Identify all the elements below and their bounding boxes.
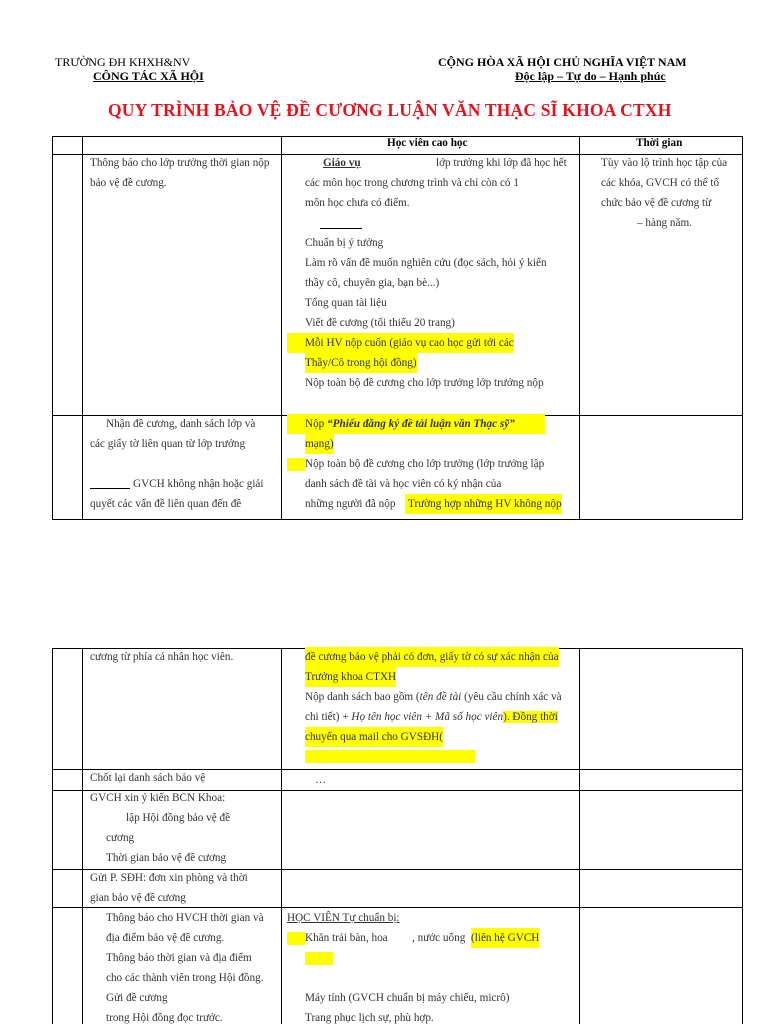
t1r1-c3-line11: Nộp toàn bộ đề cương cho lớp trưởng lớp trưởng nộp	[305, 377, 544, 389]
t2r2-c2: Chốt lại danh sách bảo vệ	[90, 772, 206, 784]
school-name: TRƯỜNG ĐH KHXH&NV	[55, 55, 191, 69]
t1r1-c3-label: Giáo vụ	[323, 157, 361, 169]
t1r2-c3-line5b: Trường hợp những HV không nộp	[405, 494, 562, 514]
t2r1-c3-line3	[305, 687, 562, 707]
highlight-mark	[287, 932, 305, 945]
national-motto: CỘNG HÒA XÃ HỘI CHỦ NGHĨA VIỆT NAM	[438, 55, 687, 69]
t1r1-c3-line8: Viết đề cương (tối thiểu 20 trang)	[305, 317, 455, 329]
t2r3-line3: cương	[106, 832, 135, 844]
t2r5-c2-line1: Thông báo cho HVCH thời gian và	[106, 912, 264, 924]
t2r1-c3-a: Nộp danh sách bao gồm (	[305, 691, 420, 703]
t1r2-c2-line2: các giấy tờ liên quan từ lớp trưởng	[90, 438, 246, 450]
t2r1-c3-b: tên đề tài	[419, 691, 462, 703]
t2r5-c2-line4: cho các thành viên trong Hội đồng.	[106, 972, 264, 984]
t2r1-c3-f: ). Đồng thời	[503, 711, 558, 723]
t2r5-c2-line5: Gửi đề cương	[106, 992, 168, 1004]
t2r5-c3-title: HỌC VIÊN Tự chuẩn bị:	[287, 912, 400, 924]
t1r2-c2-line4: quyết các vấn đề liên quan đến đề	[90, 498, 242, 510]
t2r2-c3: …	[315, 774, 327, 786]
t2r5-c3-line1b: , nước uống	[412, 932, 466, 944]
t2r3-line1: GVCH xin ý kiến BCN Khoa:	[90, 792, 226, 804]
t2r4-line2: gian bảo vệ đề cương	[90, 892, 186, 904]
t1r2-c3-line5: những người đã nộp	[305, 498, 396, 510]
t2r5-c2-line6: trong Hội đồng đọc trước.	[106, 1012, 223, 1024]
t2r1-c3-c: (yêu cầu chính xác và	[461, 691, 562, 703]
t1r1-c3-line3: môn học chưa có điểm.	[305, 197, 410, 209]
col-header-time: Thời gian	[636, 137, 683, 149]
t2r1-c3-d: chi tiết) +	[305, 711, 352, 723]
department-name: CÔNG TÁC XÃ HỘI	[93, 69, 204, 83]
t2r1-c3-line5: chuyển qua mail cho GVSĐH(	[305, 727, 443, 747]
page-title: QUY TRÌNH BẢO VỆ ĐỀ CƯƠNG LUẬN VĂN THẠC SĨ KHOA CTXH	[108, 100, 672, 120]
t2r5-c3-line1c: (liên hệ GVCH	[471, 928, 539, 948]
t1r2-c3-nop: Nộp	[305, 418, 325, 430]
blank-underline	[320, 228, 362, 229]
t2r1-c3-line1: đề cương bảo vệ phải có đơn, giấy tờ có sự xác nhận của	[305, 647, 559, 667]
t1r2-c2-line1: Nhận đề cương, danh sách lớp và	[106, 418, 256, 430]
t1r1-c2-line1: Thông báo cho lớp trưởng thời gian nộp	[90, 157, 270, 169]
t2r5-c3-line1: Khăn trải bàn, hoa	[305, 932, 388, 944]
t1r1-c4-line2: các khóa, GVCH có thể tổ	[601, 177, 720, 189]
t1r1-c3-line5: Làm rõ vấn đề muốn nghiên cứu (đọc sách, hỏi ý kiến	[305, 257, 547, 269]
t1r1-c2-line2: bảo vệ đề cương.	[90, 177, 167, 189]
t1r1-c3-line1: lớp trưởng khi lớp đã học hết	[436, 157, 567, 169]
t1r1-c3-line7: Tổng quan tài liệu	[305, 297, 387, 309]
t1r2-c3-form: “Phiếu đăng ký đề tài luận văn Thạc sỹ”	[327, 418, 515, 430]
blank-underline	[90, 488, 130, 489]
t2r5-c2-line2: địa điểm bảo vệ đề cương.	[106, 932, 225, 944]
t1r2-c3-line1	[287, 414, 545, 434]
t1r2-c3-line4: danh sách đề tài và học viên có ký nhận của	[305, 478, 502, 490]
t2r4-line1: Gửi P. SĐH: đơn xin phòng và thời	[90, 872, 248, 884]
t1r2-c2-line3: GVCH không nhận hoặc giải	[133, 478, 264, 490]
t2r3-line4: Thời gian bảo vệ đề cương	[106, 852, 227, 864]
t1r1-c3-line4: Chuẩn bị ý tưởng	[305, 237, 384, 249]
t1r2-c3-line3: Nộp toàn bộ đề cương cho lớp trưởng (lớp trưởng lập	[305, 458, 545, 470]
national-slogan: Độc lập – Tự do – Hạnh phúc	[515, 69, 666, 83]
t2r5-c3-line2: Máy tính (GVCH chuẩn bị máy chiếu, micrô)	[305, 992, 510, 1004]
highlight-mark	[305, 952, 333, 965]
t1r1-c4-line4: – hàng năm.	[637, 217, 692, 229]
col-header-student: Học viên cao học	[387, 137, 468, 149]
t2r5-c2-line3: Thông báo thời gian và địa điểm	[106, 952, 252, 964]
t1r1-c3-line9: Mỗi HV nộp cuốn (giáo vụ cao học gửi tới các	[287, 333, 514, 353]
t2r1-c3-line2: Trưởng khoa CTXH	[305, 667, 396, 687]
t2r3-line2: lập Hội đồng bảo vệ đề	[126, 812, 231, 824]
t1r1-c3-line10: Thầy/Cô trong hội đồng)	[305, 353, 417, 373]
t1r1-c3-line6: thầy cô, chuyên gia, bạn bè...)	[305, 277, 440, 289]
highlight-mark	[305, 750, 475, 763]
highlight-mark	[287, 458, 305, 471]
t1r1-c4-line1: Tùy vào lộ trình học tập của	[601, 157, 728, 169]
t1r1-c4-line3: chức bảo vệ đề cương từ	[601, 197, 712, 209]
t1r1-c3-line2: các môn học trong chương trình và chỉ còn có 1	[305, 177, 519, 189]
t1r2-c3-line2: mạng)	[305, 434, 334, 454]
t2r1-c3-e: Họ tên học viên + Mã số học viên	[351, 711, 504, 723]
t2r1-c3-line4	[305, 707, 558, 727]
t2r5-c3-line3: Trang phục lịch sự, phù hợp.	[305, 1012, 434, 1024]
t2r1-c2: cương từ phía cá nhân học viên.	[90, 651, 234, 663]
